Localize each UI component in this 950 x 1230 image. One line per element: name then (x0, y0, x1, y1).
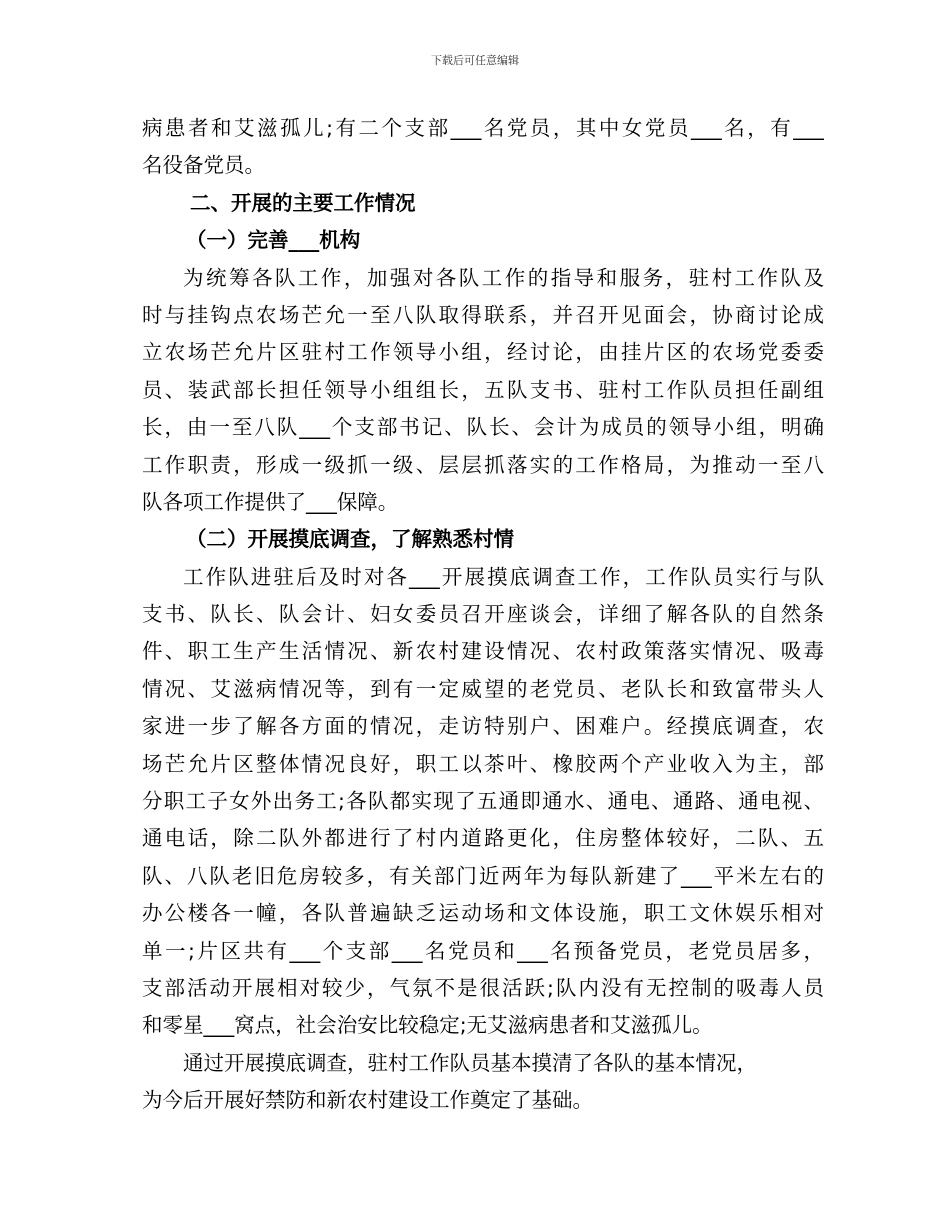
text-line: 长，由一至八队___个支部书记、队长、会计为成员的领导小组，明确 (142, 415, 824, 440)
text-line: 队、八队老旧危房较多，有关部门近两年为每队新建了___平米左右的 (142, 863, 824, 888)
text-line: （二）开展摸底调查，了解熟悉村情 (186, 527, 514, 552)
document-body (142, 110, 824, 1120)
text-line: 名役备党员。 (142, 153, 265, 178)
text-line: 办公楼各一幢，各队普遍缺乏运动场和文体设施，职工文休娱乐相对 (142, 901, 824, 926)
text-line: 支部活动开展相对较少，气氛不是很活跃;队内没有无控制的吸毒人员 (142, 975, 824, 1000)
text-line: 单一;片区共有___个支部___名党员和___名预备党员，老党员居多， (142, 938, 824, 963)
text-line: 队各项工作提供了___保障。 (142, 489, 399, 514)
text-line: 为今后开展好禁防和新农村建设工作奠定了基础。 (142, 1088, 593, 1113)
text-line: 和零星___窝点，社会治安比较稳定;无艾滋病患者和艾滋孤儿。 (142, 1013, 713, 1038)
text-line: （一）完善___机构 (186, 228, 361, 253)
text-line: 为统筹各队工作，加强对各队工作的指导和服务，驻村工作队及 (183, 265, 824, 290)
text-line: 场芒允片区整体情况良好，职工以茶叶、橡胶两个产业收入为主，部 (142, 751, 824, 776)
text-line: 立农场芒允片区驻村工作领导小组，经讨论，由挂片区的农场党委委 (142, 340, 824, 365)
text-line: 件、职工生产生活情况、新农村建设情况、农村政策落实情况、吸毒 (142, 639, 824, 664)
text-line: 工作队进驻后及时对各___开展摸底调查工作，工作队员实行与队 (183, 564, 824, 589)
text-line: 通过开展摸底调查，驻村工作队员基本摸清了各队的基本情况， (183, 1050, 757, 1075)
text-line: 员、装武部长担任领导小组组长，五队支书、驻村工作队员担任副组 (142, 377, 824, 402)
text-line: 情况、艾滋病情况等，到有一定威望的老党员、老队长和致富带头人 (142, 676, 824, 701)
text-line: 通电话，除二队外都进行了村内道路更化，住房整体较好，二队、五 (142, 826, 824, 851)
text-line: 病患者和艾滋孤儿;有二个支部___名党员，其中女党员___名，有___ (142, 116, 824, 140)
text-line: 分职工子女外出务工;各队都实现了五通即通水、通电、通路、通电视、 (142, 789, 824, 814)
text-line: 二、开展的主要工作情况 (190, 190, 416, 215)
page-header: 下载后可任意编辑 (431, 54, 519, 67)
text-line: 家进一步了解各方面的情况，走访特别户、困难户。经摸底调查，农 (142, 714, 824, 739)
text-line: 支书、队长、队会计、妇女委员召开座谈会，详细了解各队的自然条 (142, 602, 824, 627)
text-line: 工作职责，形成一级抓一级、层层抓落实的工作格局，为推动一至八 (142, 452, 824, 477)
text-line: 时与挂钩点农场芒允一至八队取得联系，并召开见面会，协商讨论成 (142, 302, 824, 327)
